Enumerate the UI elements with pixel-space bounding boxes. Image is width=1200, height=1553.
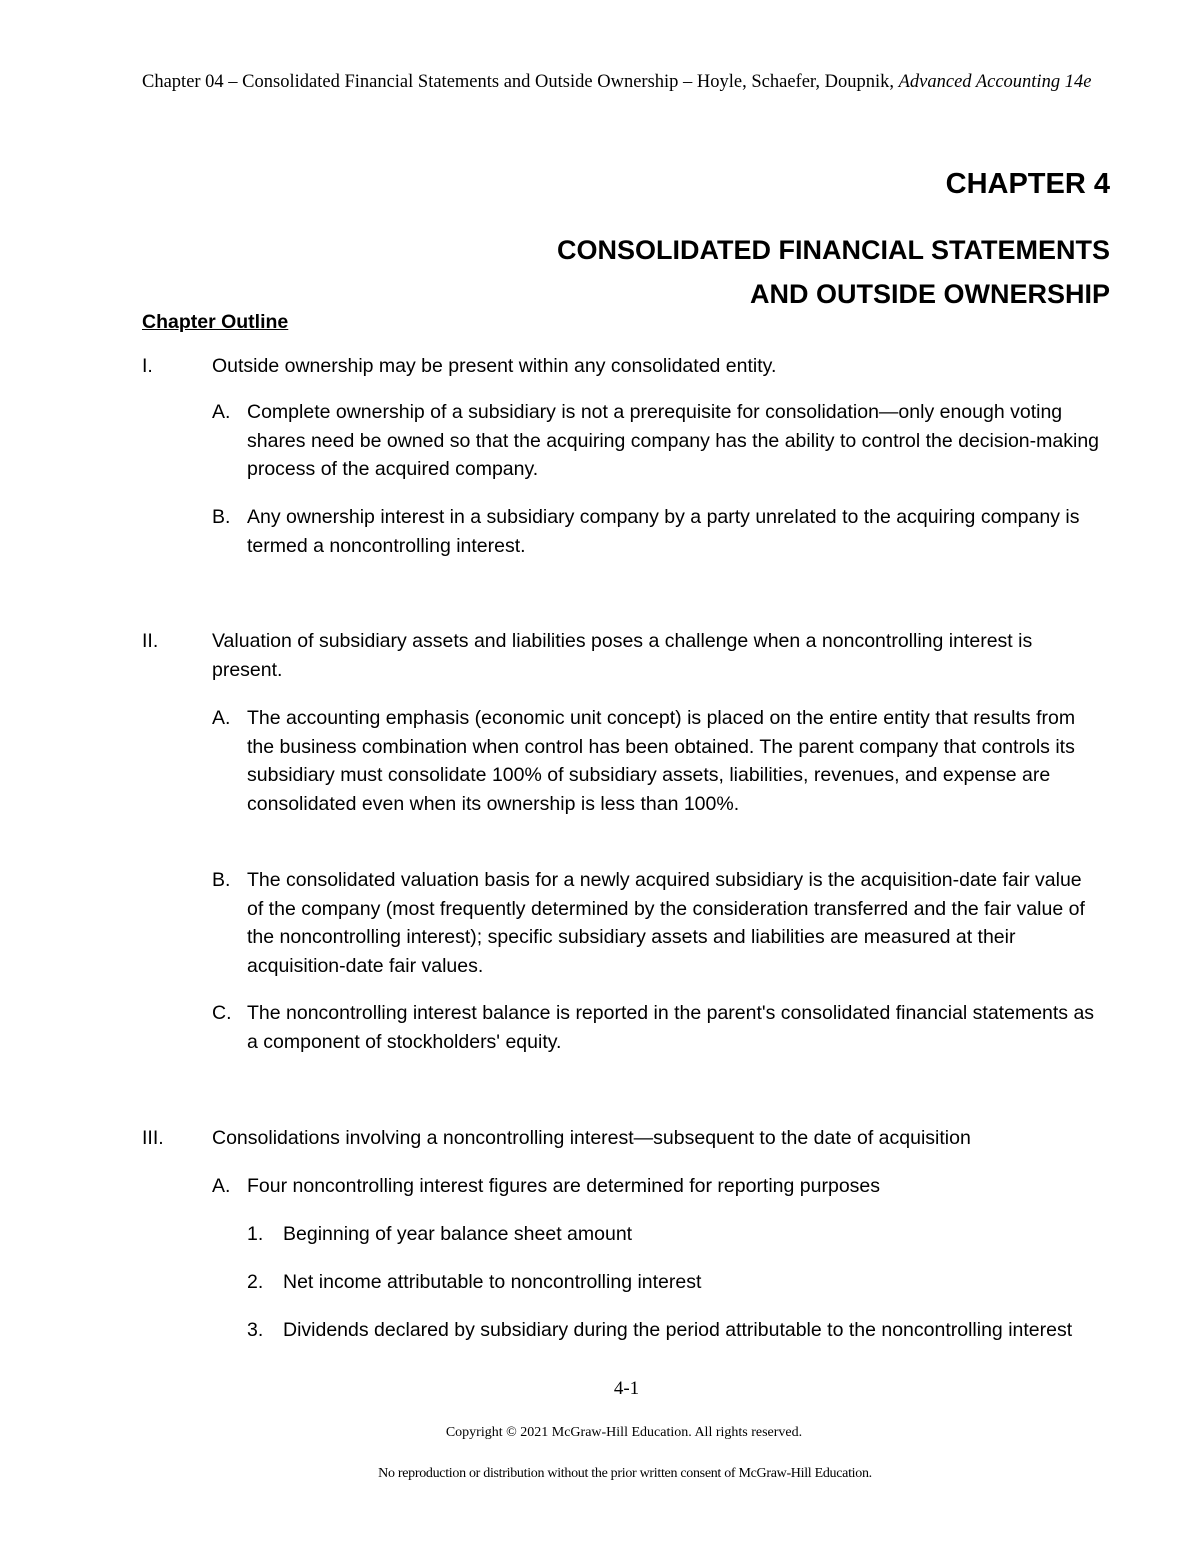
section-number: II. xyxy=(142,630,159,652)
subitem-number: 2. xyxy=(247,1271,264,1293)
item-letter: A. xyxy=(212,401,231,423)
subitem-number: 1. xyxy=(247,1223,264,1245)
section-number: I. xyxy=(142,355,153,377)
subitem-text: Dividends declared by subsidiary during the period attributable to the noncontrolling interest xyxy=(283,1319,1073,1341)
chapter-subtitle-line-2: AND OUTSIDE OWNERSHIP xyxy=(749,279,1110,309)
item-text: Any ownership interest in a subsidiary company by a party unrelated to the acquiring company is termed a noncontrolling interest. xyxy=(247,506,1080,557)
item-text: The noncontrolling interest balance is reported in the parent's consolidated financial statements as a component of stockholders' equity. xyxy=(247,1002,1095,1053)
chapter-subtitle-line-1: CONSOLIDATED FINANCIAL STATEMENTS xyxy=(557,235,1110,265)
outline-heading: Chapter Outline xyxy=(142,311,289,333)
header-text: Chapter 04 – Consolidated Financial Statements and Outside Ownership – Hoyle, Schaefer, Doupnik, xyxy=(142,72,899,92)
subitem-text: Beginning of year balance sheet amount xyxy=(283,1223,633,1245)
copyright-notice: Copyright © 2021 McGraw-Hill Education. All rights reserved. xyxy=(445,1425,803,1440)
section-text: Consolidations involving a noncontrolling interest—subsequent to the date of acquisition xyxy=(212,1127,971,1149)
item-letter: C. xyxy=(212,1002,232,1024)
section-text: Valuation of subsidiary assets and liabilities poses a challenge when a noncontrolling interest is present. xyxy=(212,630,1033,681)
item-text: The consolidated valuation basis for a newly acquired subsidiary is the acquisition-date fair value of the company (most frequently determined by the consideration transferred and the fair value of the noncontrolling interest); specific subsidiary assets and liabilities are measured at their acquisition-date fair values. xyxy=(247,869,1085,977)
item-text: The accounting emphasis (economic unit concept) is placed on the entire entity that results from the business combination when control has been obtained. The parent company that controls its subsidiary must consolidate 100% of subsidiary assets, liabilities, revenues, and expense are consolidated even when its ownership is less than 100%. xyxy=(247,707,1076,815)
page-number: 4-1 xyxy=(613,1378,640,1399)
item-letter: B. xyxy=(212,869,231,891)
item-letter: A. xyxy=(212,707,231,729)
chapter-subtitle xyxy=(557,228,1110,316)
item-letter: A. xyxy=(212,1175,231,1197)
subitem-number: 3. xyxy=(247,1319,264,1341)
reproduction-notice: No reproduction or distribution without the prior written consent of McGraw-Hill Education. xyxy=(378,1466,872,1481)
header-book-title: Advanced Accounting 14e xyxy=(898,72,1092,92)
item-letter: B. xyxy=(212,506,231,528)
subitem-text: Net income attributable to noncontrolling interest xyxy=(283,1271,702,1293)
item-text: Complete ownership of a subsidiary is not a prerequisite for consolidation—only enough voting shares need be owned so that the acquiring company has the ability to control the decision-making process of the acquired company. xyxy=(247,401,1100,480)
chapter-title: CHAPTER 4 xyxy=(945,168,1110,200)
section-text: Outside ownership may be present within any consolidated entity. xyxy=(212,355,777,377)
running-header xyxy=(142,70,1110,95)
item-text: Four noncontrolling interest figures are determined for reporting purposes xyxy=(247,1175,881,1197)
section-number: III. xyxy=(142,1127,164,1149)
